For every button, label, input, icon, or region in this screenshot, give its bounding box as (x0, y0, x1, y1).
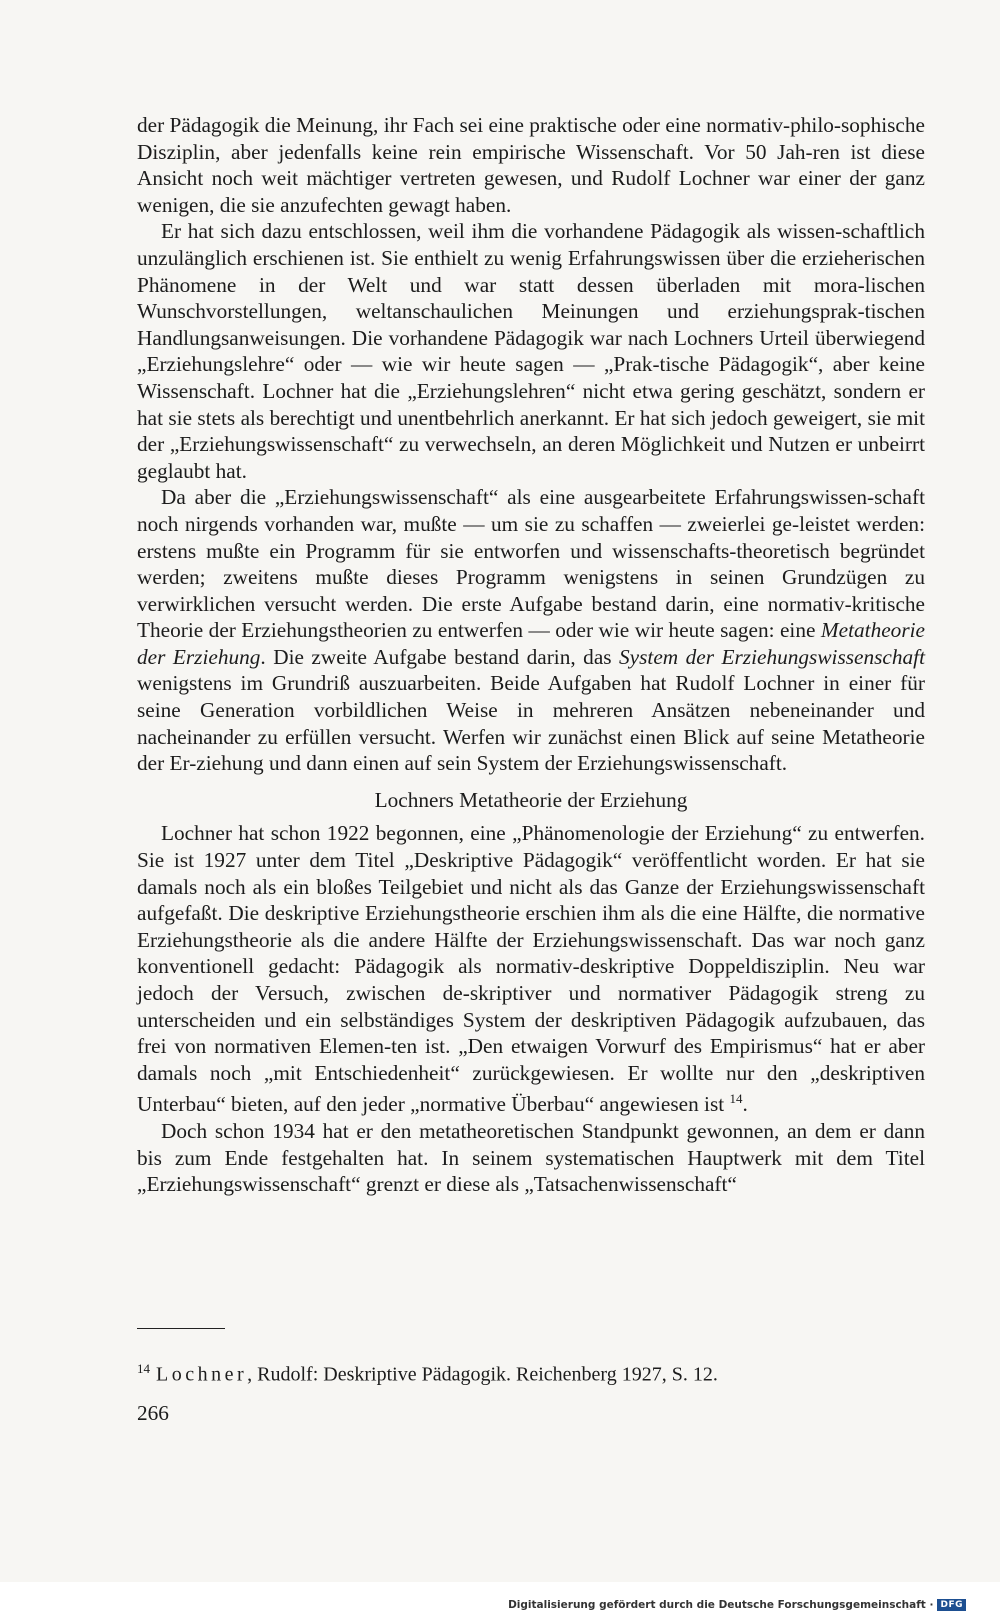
dfg-logo: DFG (937, 1599, 966, 1611)
paragraph-3-text-b: . Die zweite Aufgabe bestand darin, das (260, 644, 620, 669)
footnote-rule (137, 1328, 225, 1329)
paragraph-3-text-a: Da aber die „Erziehungswissenschaft“ als eine ausgearbeitete Erfahrungswissen-schaft noch nirgends vorhanden war, mußte — um sie zu schaffen — zweierlei ge-leistet werden: erstens mußte ein Programm für sie entworfen und wissenschafts-theoretisch begründet werden; zweitens mußte dieses Programm wenigstens in seinen Grundzügen zu verwirklichen versucht werden. Die erste Aufgabe bestand darin, eine normativ-kritische Theorie der Erziehungstheorien zu entwerfen — oder wie wir heute sagen: eine (137, 485, 925, 643)
paragraph-2: Er hat sich dazu entschlossen, weil ihm die vorhandene Pädagogik als wissen-schaftlich unzulänglich erschienen ist. Sie enthielt zu wenig Erfahrungswissen über die erzieherischen Phänomene in der Welt und war statt dessen überladen mit mora-lischen Wunschvorstellungen, weltanschaulichen Meinungen und erziehungsprak-tischen Handlungsanweisungen. Die vorhandene Pädagogik war nach Lochners Urteil überwiegend „Erziehungslehre“ oder — wie wir heute sagen — „Prak-tische Pädagogik“, aber keine Wissenschaft. Lochner hat die „Erziehungslehren“ nicht etwa gering geschätzt, sondern er hat sie stets als berechtigt und unentbehrlich anerkannt. Er hat sich jedoch geweigert, sie mit der „Erziehungswissenschaft“ zu verwechseln, an deren Möglichkeit und Nutzen er unbeirrt geglaubt hat. (137, 219, 925, 483)
paragraph-1: der Pädagogik die Meinung, ihr Fach sei eine praktische oder eine normativ-philo-sophische Disziplin, aber jedenfalls keine rein empirische Wissenschaft. Vor 50 Jah-ren ist diese Ansicht noch weit mächtiger vertreten gewesen, und Rudolf Lochner war einer der ganz wenigen, die sie anzufechten gewagt haben. (137, 113, 925, 217)
page-number: 266 (137, 1401, 169, 1425)
italic-system: System der Erziehungswissenschaft (619, 644, 926, 669)
paragraph-3 (137, 484, 925, 777)
footnote-reference[interactable]: 14 (729, 1091, 743, 1107)
italic-metatheorie: Metatheorie der Erziehung (137, 618, 925, 669)
footnote-number: 14 (137, 1361, 150, 1376)
funding-text: Digitalisierung gefördert durch die Deutsche Forschungsgemeinschaft · (508, 1599, 934, 1611)
funding-note (508, 1599, 966, 1611)
section-heading: Lochners Metatheorie der Erziehung (374, 787, 688, 812)
main-text (137, 112, 925, 1198)
paragraph-5: Doch schon 1934 hat er den metatheoretischen Standpunkt gewonnen, an dem er dann bis zum Ende festgehalten hat. In seinem systematischen Hauptwerk mit dem Titel „Erziehungswissenschaft“ grenzt er diese als „Tatsachenwissenschaft“ (137, 1119, 925, 1197)
paragraph-4 (137, 820, 925, 1118)
paragraph-4-text: Lochner hat schon 1922 begonnen, eine „Phänomenologie der Erziehung“ zu entwerfen. Sie ist 1927 unter dem Titel „Deskriptive Pädagogik“ veröffentlicht worden. Er hat sie damals noch als ein bloßes Teilgebiet und nicht als das Ganze der Erziehungswissenschaft aufgefaßt. Die deskriptive Erziehungstheorie erschien ihm als die eine Hälfte, die normative Erziehungstheorie als die andere Hälfte der Erziehungswissenschaft. Das war noch ganz konventionell gedacht: Pädagogik als normativ-deskriptive Doppeldisziplin. Neu war jedoch der Versuch, zwischen de-skriptiver und normativer Pädagogik streng zu unterscheiden und ein selbständiges System der deskriptiven Pädagogik aufzubauen, das frei von normativen Elemen-ten ist. „Den etwaigen Vorwurf des Empirismus“ hat er aber damals noch „mit Entschiedenheit“ zurückgewiesen. Er wollte nur den „deskriptiven Unterbau“ bieten, auf den jeder „normative Überbau“ angewiesen ist (137, 821, 925, 1117)
footnote-text: , Rudolf: Deskriptive Pädagogik. Reichenberg 1927, S. 12. (247, 1363, 718, 1386)
footnote (137, 1356, 925, 1388)
paragraph-3-text-c: wenigstens im Grundriß auszuarbeiten. Beide Aufgaben hat Rudolf Lochner in einer für seine Generation vorbildlichen Weise in mehreren Ansätzen nebeneinander und nacheinander zu erfüllen versucht. Werfen wir zunächst einen Blick auf seine Metatheorie der Er-ziehung und dann einen auf sein System der Erziehungswissenschaft. (137, 671, 925, 776)
paragraph-4-end: . (742, 1092, 748, 1117)
footnote-author: Lochner (156, 1363, 248, 1386)
